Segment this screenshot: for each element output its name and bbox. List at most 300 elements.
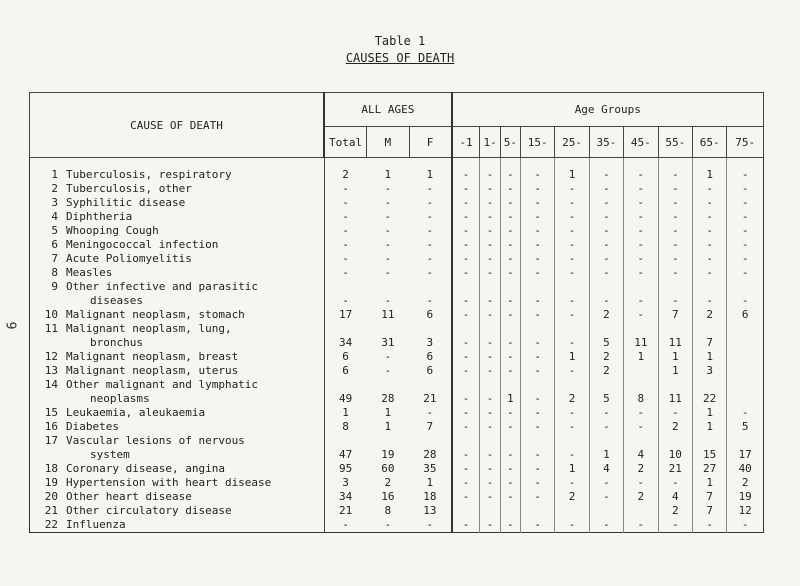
table-row xyxy=(30,322,764,350)
value-cell: 21 xyxy=(423,392,437,405)
cause-cell xyxy=(30,476,325,490)
value-cell: - xyxy=(426,238,434,251)
value-cell: - xyxy=(480,252,500,266)
value-cell: - xyxy=(555,364,589,378)
value-cell: - xyxy=(589,238,623,252)
value-cell: - xyxy=(658,280,692,308)
value-cell: 1 xyxy=(624,350,658,364)
value-cell: - xyxy=(384,518,392,531)
value-cell: - xyxy=(452,518,480,533)
table-row xyxy=(30,252,764,266)
value-cell: - xyxy=(520,238,554,252)
cause-cell xyxy=(30,350,325,364)
column-header: Total xyxy=(324,127,367,158)
cause-label: Diphtheria xyxy=(66,210,133,223)
value-cell: 34 xyxy=(324,322,367,350)
value-cell: - xyxy=(589,280,623,308)
column-header: 55- xyxy=(658,127,692,158)
value-cell: - xyxy=(624,158,658,183)
row-number: 17 xyxy=(44,434,58,447)
value-cell: 22 xyxy=(692,378,726,406)
value-cell: - xyxy=(480,266,500,280)
value-cell: - xyxy=(324,518,367,533)
value-cell: - xyxy=(658,476,692,490)
value-cell: 1 xyxy=(324,406,367,420)
table-row xyxy=(30,462,764,476)
value-cell xyxy=(555,504,589,518)
cause-cell xyxy=(30,308,325,322)
value-cell: - xyxy=(658,182,692,196)
cause-label: neoplasms xyxy=(90,392,150,405)
cause-cell xyxy=(30,322,325,350)
value-cell xyxy=(452,504,480,518)
value-cell: - xyxy=(452,158,480,183)
table-row xyxy=(30,420,764,434)
value-cell: 11 xyxy=(624,322,658,350)
value-cell: - xyxy=(520,378,554,406)
value-cell: - xyxy=(520,266,554,280)
value-cell: - xyxy=(555,406,589,420)
value-cell: 1 xyxy=(500,378,520,406)
value-cell: 19 xyxy=(727,490,764,504)
value-cell: 40 xyxy=(727,462,764,476)
value-cell: - xyxy=(452,196,480,210)
page-number: 9 xyxy=(2,321,18,330)
value-cell: - xyxy=(658,406,692,420)
value-cell: - xyxy=(727,266,764,280)
cause-label: Other heart disease xyxy=(66,490,192,503)
cause-label: diseases xyxy=(90,294,143,307)
value-cell: - xyxy=(624,280,658,308)
column-header: 65- xyxy=(692,127,726,158)
cause-label: Other malignant and lymphatic xyxy=(66,378,259,391)
value-cell xyxy=(480,504,500,518)
value-cell: - xyxy=(480,490,500,504)
value-cell: - xyxy=(480,420,500,434)
value-cell: - xyxy=(452,280,480,308)
value-cell: 13 xyxy=(423,504,437,517)
value-cell: - xyxy=(520,308,554,322)
value-cell: - xyxy=(520,364,554,378)
cause-cell xyxy=(30,364,325,378)
value-cell: - xyxy=(555,308,589,322)
row-number: 6 xyxy=(51,238,58,251)
value-cell: - xyxy=(727,182,764,196)
row-number: 16 xyxy=(44,420,58,433)
value-cell: - xyxy=(452,224,480,238)
value-cell: - xyxy=(658,196,692,210)
value-cell: - xyxy=(520,476,554,490)
cause-label: Other infective and parasitic xyxy=(66,280,259,293)
value-cell: - xyxy=(555,224,589,238)
value-cell: - xyxy=(324,238,367,252)
value-cell: - xyxy=(384,210,392,223)
value-cell: - xyxy=(384,294,392,307)
value-cell: - xyxy=(452,406,480,420)
value-cell: - xyxy=(727,196,764,210)
value-cell: - xyxy=(589,210,623,224)
value-cell: - xyxy=(500,434,520,462)
row-number: 12 xyxy=(44,350,58,363)
cause-label: Whooping Cough xyxy=(66,224,159,237)
header-cause-of-death: CAUSE OF DEATH xyxy=(30,93,325,158)
value-cell xyxy=(589,504,623,518)
value-cell: - xyxy=(520,350,554,364)
value-cell: - xyxy=(384,238,392,251)
table-row xyxy=(30,308,764,322)
value-cell: - xyxy=(384,252,392,265)
row-number: 5 xyxy=(51,224,58,237)
value-cell: - xyxy=(520,158,554,183)
cause-cell xyxy=(30,280,325,308)
value-cell: - xyxy=(500,476,520,490)
value-cell: 21 xyxy=(324,504,367,518)
value-cell: - xyxy=(500,196,520,210)
cause-cell xyxy=(30,406,325,420)
value-cell: - xyxy=(520,490,554,504)
cause-cell xyxy=(30,378,325,406)
table-row xyxy=(30,158,764,183)
value-cell: 1 xyxy=(658,350,692,364)
value-cell: - xyxy=(500,210,520,224)
value-cell: 1 xyxy=(555,350,589,364)
value-cell: - xyxy=(520,462,554,476)
value-cell: - xyxy=(452,476,480,490)
value-cell: - xyxy=(384,350,392,363)
value-cell: - xyxy=(384,182,392,195)
cause-label: Malignant neoplasm, lung, xyxy=(66,322,232,335)
value-cell: - xyxy=(624,224,658,238)
value-cell: - xyxy=(589,420,623,434)
cause-label: Malignant neoplasm, uterus xyxy=(66,364,239,377)
cause-cell xyxy=(30,420,325,434)
value-cell: - xyxy=(520,182,554,196)
value-cell: 1 xyxy=(426,168,434,181)
cause-cell xyxy=(30,224,325,238)
value-cell: 35 xyxy=(423,462,437,475)
value-cell: 2 xyxy=(658,420,692,434)
cause-cell xyxy=(30,462,325,476)
cause-label: Measles xyxy=(66,266,113,279)
table-row xyxy=(30,238,764,252)
cause-label: bronchus xyxy=(90,336,143,349)
value-cell: - xyxy=(520,252,554,266)
table-row xyxy=(30,504,764,518)
cause-label: Other circulatory disease xyxy=(66,504,232,517)
value-cell: - xyxy=(452,420,480,434)
cause-cell xyxy=(30,504,325,518)
table-row xyxy=(30,476,764,490)
value-cell: - xyxy=(452,378,480,406)
row-number: 22 xyxy=(44,518,58,531)
table-row xyxy=(30,210,764,224)
value-cell: - xyxy=(727,210,764,224)
value-cell: - xyxy=(426,224,434,237)
table-row xyxy=(30,378,764,406)
cause-label: Leukaemia, aleukaemia xyxy=(66,406,206,419)
value-cell: - xyxy=(452,364,480,378)
value-cell: - xyxy=(324,196,367,210)
value-cell: 6 xyxy=(426,350,434,363)
value-cell: 7 xyxy=(692,504,726,518)
value-cell: - xyxy=(589,406,623,420)
value-cell: 3 xyxy=(426,336,434,349)
value-cell: - xyxy=(555,420,589,434)
value-cell: 27 xyxy=(692,462,726,476)
value-cell: - xyxy=(324,252,367,266)
header-all-ages: ALL AGES xyxy=(324,93,452,127)
value-cell: 1 xyxy=(589,434,623,462)
value-cell: - xyxy=(426,518,434,531)
value-cell: - xyxy=(480,196,500,210)
cause-cell xyxy=(30,196,325,210)
column-header: 75- xyxy=(727,127,764,158)
value-cell: 1 xyxy=(658,364,692,378)
value-cell: - xyxy=(384,266,392,279)
value-cell: - xyxy=(624,518,658,533)
value-cell: - xyxy=(658,252,692,266)
value-cell: - xyxy=(520,518,554,533)
value-cell: - xyxy=(426,252,434,265)
value-cell: - xyxy=(555,322,589,350)
cause-label: Syphilitic disease xyxy=(66,196,186,209)
value-cell: - xyxy=(480,182,500,196)
value-cell: - xyxy=(480,518,500,533)
value-cell: 5 xyxy=(727,420,764,434)
value-cell: - xyxy=(624,210,658,224)
value-cell: 95 xyxy=(324,462,367,476)
value-cell: - xyxy=(624,308,658,322)
table-row xyxy=(30,224,764,238)
cause-label: Diabetes xyxy=(66,420,119,433)
table-row xyxy=(30,518,764,533)
value-cell: - xyxy=(500,462,520,476)
value-cell: 2 xyxy=(589,364,623,378)
value-cell: 8 xyxy=(324,420,367,434)
value-cell: - xyxy=(452,210,480,224)
value-cell: 18 xyxy=(423,490,437,503)
value-cell: - xyxy=(624,196,658,210)
value-cell: - xyxy=(500,252,520,266)
value-cell: 10 xyxy=(658,434,692,462)
value-cell xyxy=(727,364,764,378)
table-title: Table 1 xyxy=(374,34,426,48)
value-cell xyxy=(727,322,764,350)
row-number: 10 xyxy=(44,308,58,321)
value-cell: - xyxy=(727,224,764,238)
value-cell: - xyxy=(520,224,554,238)
value-cell: - xyxy=(480,158,500,183)
row-number: 9 xyxy=(51,280,58,293)
value-cell: - xyxy=(555,434,589,462)
value-cell: - xyxy=(589,266,623,280)
cause-label: Tuberculosis, other xyxy=(66,182,192,195)
value-cell: - xyxy=(452,462,480,476)
value-cell: 2 xyxy=(692,308,726,322)
value-cell: - xyxy=(727,238,764,252)
value-cell: 2 xyxy=(555,378,589,406)
value-cell: - xyxy=(426,196,434,209)
value-cell: 11 xyxy=(658,322,692,350)
value-cell: - xyxy=(452,490,480,504)
value-cell: 2 xyxy=(589,308,623,322)
value-cell: 28 xyxy=(423,448,437,461)
row-number: 7 xyxy=(51,252,58,265)
value-cell: - xyxy=(624,476,658,490)
value-cell xyxy=(727,378,764,406)
value-cell: - xyxy=(324,182,367,196)
value-cell: - xyxy=(589,158,623,183)
value-cell: - xyxy=(452,350,480,364)
causes-of-death-table xyxy=(29,92,764,533)
value-cell: - xyxy=(324,210,367,224)
value-cell: - xyxy=(500,308,520,322)
value-cell: 34 xyxy=(324,490,367,504)
value-cell: 1 xyxy=(692,158,726,183)
value-cell: - xyxy=(520,210,554,224)
column-header: -1 xyxy=(452,127,480,158)
subtitle-text: CAUSES OF DEATH xyxy=(345,51,455,65)
value-cell xyxy=(624,364,658,378)
column-header: F xyxy=(409,127,452,158)
value-cell: - xyxy=(555,182,589,196)
value-cell: 17 xyxy=(324,308,367,322)
row-number: 1 xyxy=(51,168,58,181)
value-cell: - xyxy=(520,420,554,434)
cause-label: Hypertension with heart disease xyxy=(66,476,272,489)
value-cell xyxy=(520,504,554,518)
row-number: 18 xyxy=(44,462,58,475)
value-cell: 31 xyxy=(381,336,395,349)
value-cell: - xyxy=(500,406,520,420)
value-cell: - xyxy=(480,322,500,350)
table-row xyxy=(30,266,764,280)
value-cell: - xyxy=(480,210,500,224)
value-cell: - xyxy=(480,280,500,308)
value-cell: - xyxy=(500,322,520,350)
cause-label: Malignant neoplasm, stomach xyxy=(66,308,245,321)
value-cell: - xyxy=(324,266,367,280)
value-cell: 19 xyxy=(381,448,395,461)
column-header: 45- xyxy=(624,127,658,158)
value-cell: 6 xyxy=(426,308,434,321)
value-cell: - xyxy=(520,280,554,308)
table-row xyxy=(30,280,764,308)
value-cell: - xyxy=(452,238,480,252)
row-number: 2 xyxy=(51,182,58,195)
value-cell: 1 xyxy=(384,420,392,433)
value-cell: - xyxy=(555,280,589,308)
value-cell: - xyxy=(384,364,392,377)
cause-cell xyxy=(30,252,325,266)
value-cell: - xyxy=(520,196,554,210)
value-cell: - xyxy=(452,308,480,322)
value-cell xyxy=(727,350,764,364)
value-cell: 11 xyxy=(658,378,692,406)
value-cell: - xyxy=(426,406,434,419)
cause-cell xyxy=(30,158,325,183)
cause-cell xyxy=(30,518,325,533)
value-cell: 2 xyxy=(624,462,658,476)
value-cell: 12 xyxy=(727,504,764,518)
table-row xyxy=(30,434,764,462)
value-cell: 8 xyxy=(624,378,658,406)
value-cell: - xyxy=(452,182,480,196)
value-cell: - xyxy=(692,196,726,210)
column-header: 5- xyxy=(500,127,520,158)
value-cell: 1 xyxy=(384,168,392,181)
cause-label: Tuberculosis, respiratory xyxy=(66,168,232,181)
cause-cell xyxy=(30,434,325,462)
value-cell: 8 xyxy=(384,504,392,517)
value-cell: - xyxy=(500,518,520,533)
cause-cell xyxy=(30,210,325,224)
row-number: 13 xyxy=(44,364,58,377)
value-cell: - xyxy=(384,196,392,209)
value-cell: 2 xyxy=(727,476,764,490)
value-cell: - xyxy=(692,280,726,308)
value-cell: 7 xyxy=(658,308,692,322)
cause-cell xyxy=(30,238,325,252)
value-cell: - xyxy=(480,224,500,238)
value-cell: 7 xyxy=(692,322,726,350)
value-cell: - xyxy=(624,252,658,266)
value-cell: 1 xyxy=(384,406,392,419)
value-cell: - xyxy=(426,210,434,223)
value-cell: - xyxy=(624,182,658,196)
value-cell: - xyxy=(727,406,764,420)
value-cell: - xyxy=(589,196,623,210)
value-cell xyxy=(624,504,658,518)
value-cell: - xyxy=(426,182,434,195)
value-cell: - xyxy=(589,252,623,266)
value-cell: - xyxy=(692,210,726,224)
value-cell: - xyxy=(500,266,520,280)
value-cell: - xyxy=(555,252,589,266)
value-cell: 4 xyxy=(589,462,623,476)
value-cell: - xyxy=(480,378,500,406)
value-cell: 4 xyxy=(658,490,692,504)
value-cell: 2 xyxy=(658,504,692,518)
row-number: 14 xyxy=(44,378,58,391)
column-header: 15- xyxy=(520,127,554,158)
cause-cell xyxy=(30,182,325,196)
value-cell: - xyxy=(555,266,589,280)
value-cell: - xyxy=(426,266,434,279)
row-number: 3 xyxy=(51,196,58,209)
row-number: 20 xyxy=(44,490,58,503)
cause-label: Coronary disease, angina xyxy=(66,462,225,475)
row-number: 11 xyxy=(44,322,58,335)
value-cell: - xyxy=(520,406,554,420)
value-cell: - xyxy=(555,476,589,490)
value-cell: - xyxy=(727,252,764,266)
value-cell: - xyxy=(452,434,480,462)
value-cell: - xyxy=(727,158,764,183)
row-number: 21 xyxy=(44,504,58,517)
value-cell: - xyxy=(500,364,520,378)
value-cell: 16 xyxy=(381,490,395,503)
value-cell: - xyxy=(480,308,500,322)
cause-label: Malignant neoplasm, breast xyxy=(66,350,239,363)
value-cell: 7 xyxy=(426,420,434,433)
value-cell: - xyxy=(480,434,500,462)
cause-label: system xyxy=(90,448,130,461)
value-cell: - xyxy=(480,238,500,252)
value-cell: - xyxy=(500,490,520,504)
value-cell: - xyxy=(692,182,726,196)
value-cell: 2 xyxy=(555,490,589,504)
